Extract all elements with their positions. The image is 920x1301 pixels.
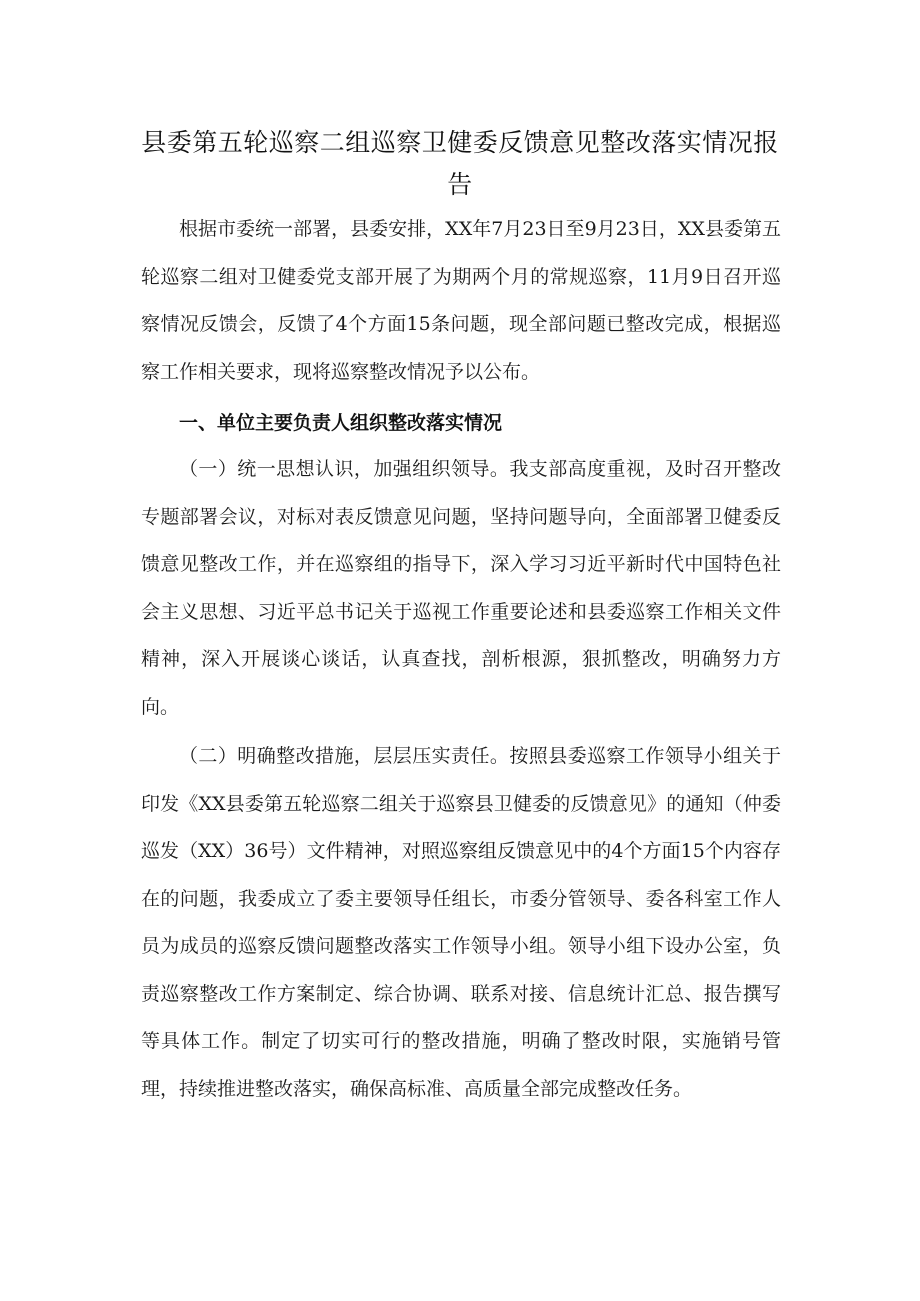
document-title: 县委第五轮巡察二组巡察卫健委反馈意见整改落实情况报告 (141, 128, 779, 199)
item-paragraph-1: （一）统一思想认识，加强组织领导。我支部高度重视，及时召开整改专题部署会议，对标对表反馈意见问题，坚持问题导向，全面部署卫健委反馈意见整改工作，并在巡察组的指导下，深入学习习近平新时代中国特色社会主义思想、习近平总书记关于巡视工作重要论述和县委巡察工作相关文件精神，深入开展谈心谈话，认真查找，剖析根源，狠抓整改，明确努力方向。 (141, 458, 781, 718)
intro-paragraph: 根据市委统一部署，县委安排，XX年7月23日至9月23日，XX县委第五轮巡察二组对卫健委党支部开展了为期两个月的常规巡察，11月9日召开巡察情况反馈会，反馈了4个方面15条问题，现全部问题已整改完成，根据巡察工作相关要求，现将巡察整改情况予以公布。 (141, 218, 781, 383)
item-paragraph-2: （二）明确整改措施，层层压实责任。按照县委巡察工作领导小组关于印发《XX县委第五轮巡察二组关于巡察县卫健委的反馈意见》的通知（仲委巡发（XX）36号）文件精神，对照巡察组反馈意见中的4个方面15个内容存在的问题，我委成立了委主要领导任组长，市委分管领导、委各科室工作人员为成员的巡察反馈问题整改落实工作领导小组。领导小组下设办公室，负责巡察整改工作方案制定、综合协调、联系对接、信息统计汇总、报告撰写等具体工作。制定了切实可行的整改措施，明确了整改时限，实施销号管理，持续推进整改落实，确保高标准、高质量全部完成整改任务。 (141, 745, 781, 1100)
section-heading: 一、单位主要负责人组织整改落实情况 (179, 412, 503, 434)
